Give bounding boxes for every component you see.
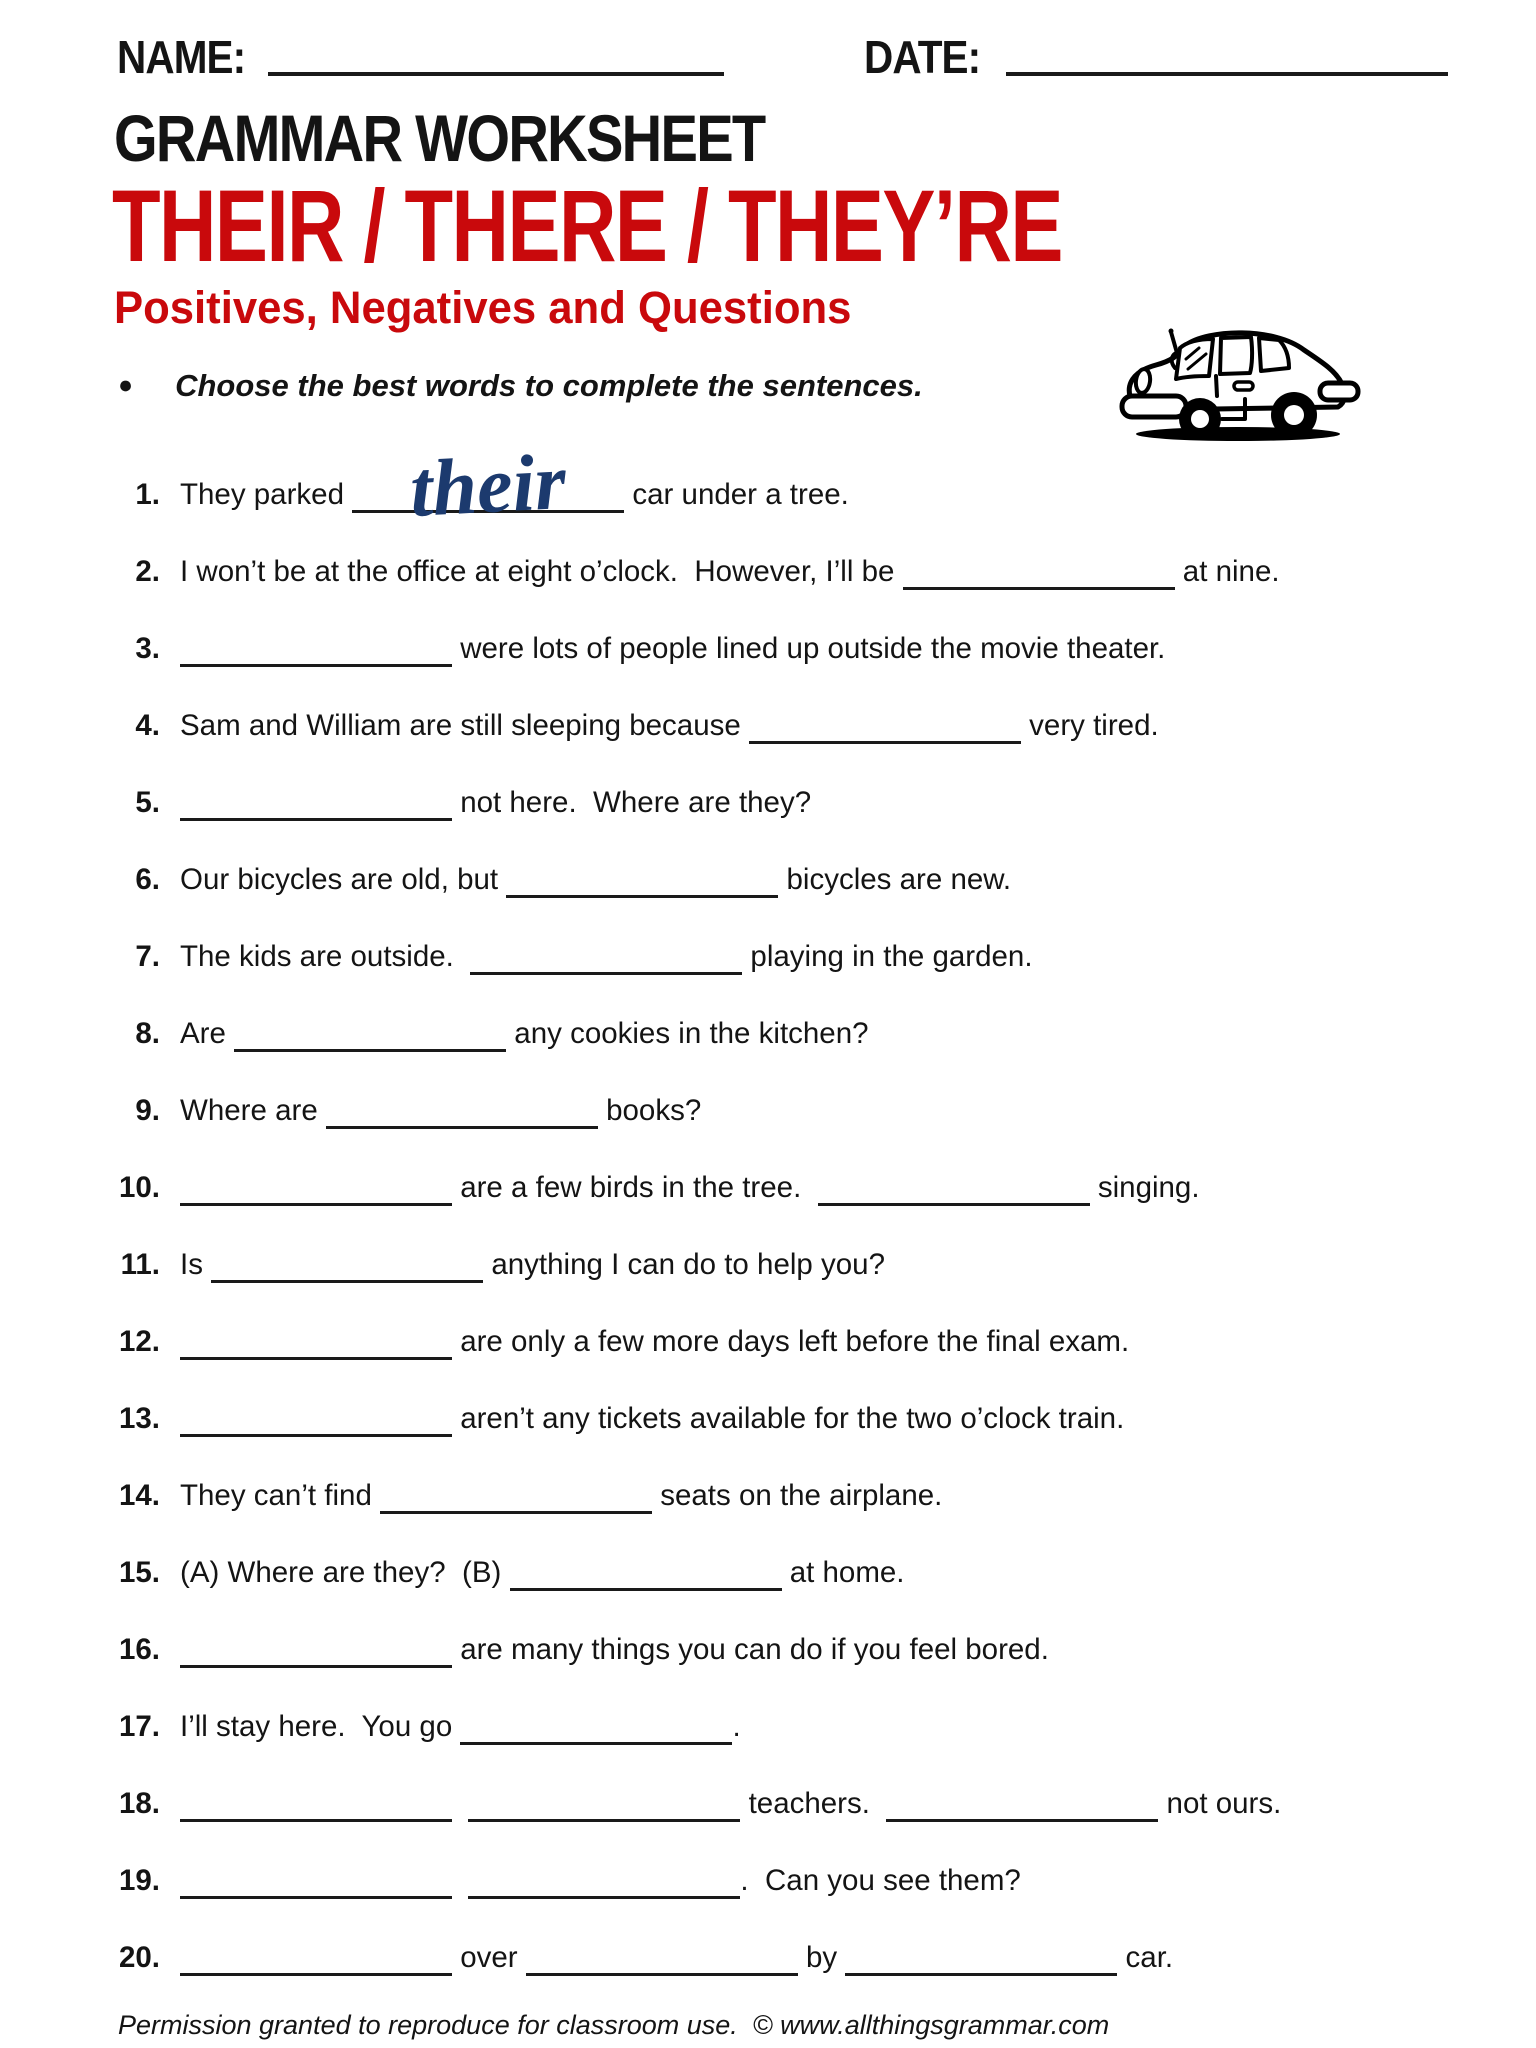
item-sentence — [180, 1786, 1536, 1822]
sentence-text: Where are — [180, 1094, 326, 1127]
item-number: 1. — [135, 478, 160, 511]
fill-in-blank[interactable] — [506, 865, 778, 898]
worksheet-item — [0, 1786, 1536, 1822]
sentence-text: at home. — [781, 1556, 905, 1589]
worksheet-item — [0, 1709, 1536, 1745]
date-label: DATE: — [864, 31, 981, 83]
sentence-text — [452, 1787, 468, 1820]
sentence-text: books? — [597, 1094, 702, 1127]
sentence-text: not ours. — [1158, 1787, 1282, 1820]
item-number: 12. — [118, 1325, 160, 1358]
fill-in-blank[interactable] — [180, 1789, 452, 1822]
date-fill-line[interactable] — [1006, 72, 1448, 76]
sentence-text: not here. Where are they? — [452, 786, 812, 819]
sentence-text: They can’t find — [180, 1479, 381, 1512]
fill-in-blank[interactable] — [211, 1250, 483, 1283]
fill-in-blank[interactable] — [180, 1327, 452, 1360]
item-number: 10. — [118, 1171, 160, 1204]
fill-in-blank[interactable] — [749, 711, 1021, 744]
sentence-text: car. — [1117, 1941, 1174, 1974]
item-number: 3. — [135, 632, 160, 665]
item-number: 16. — [118, 1633, 160, 1666]
item-sentence — [180, 939, 1536, 975]
sentence-text: Are — [180, 1017, 235, 1050]
sentence-text: by — [797, 1941, 846, 1974]
worksheet-item — [0, 1093, 1536, 1129]
item-number: 11. — [120, 1248, 160, 1281]
car-door-handle — [1234, 382, 1253, 390]
name-fill-line[interactable] — [268, 72, 724, 76]
sentence-text: I won’t be at the office at eight o’clock. However, I’ll be — [180, 555, 903, 588]
item-sentence — [180, 1247, 1536, 1283]
sentence-text: playing in the garden. — [742, 940, 1033, 973]
sentence-text: very tired. — [1020, 709, 1159, 742]
sentence-text: car under a tree. — [624, 478, 849, 511]
fill-in-blank[interactable] — [180, 1173, 452, 1206]
handwritten-answer: their — [408, 437, 569, 535]
item-number: 7. — [135, 940, 160, 973]
worksheet-item — [0, 862, 1536, 898]
sentence-text: any cookies in the kitchen? — [506, 1017, 869, 1050]
worksheet-subtitle: Positives, Negatives and Questions — [114, 282, 852, 333]
item-number: 13. — [118, 1402, 160, 1435]
fill-in-blank[interactable] — [526, 1943, 798, 1976]
sentence-text: seats on the airplane. — [652, 1479, 943, 1512]
fill-in-blank[interactable] — [326, 1096, 598, 1129]
sentence-text: Sam and William are still sleeping because — [180, 709, 749, 742]
fill-in-blank[interactable] — [886, 1789, 1158, 1822]
fill-in-blank[interactable] — [510, 1558, 782, 1591]
fill-in-blank[interactable] — [845, 1943, 1117, 1976]
sentence-text — [452, 1864, 468, 1897]
item-number: 4. — [135, 709, 160, 742]
item-sentence — [180, 785, 1536, 821]
item-sentence — [180, 437, 1536, 535]
worksheet-item — [0, 1247, 1536, 1283]
sentence-text: teachers. — [740, 1787, 887, 1820]
sentence-text: aren’t any tickets available for the two o’clock train. — [452, 1402, 1125, 1435]
item-sentence — [180, 1940, 1536, 1976]
sentence-text: anything I can do to help you? — [483, 1248, 885, 1281]
worksheet-type-heading: GRAMMAR WORKSHEET — [114, 101, 765, 175]
car-windshield — [1176, 339, 1213, 379]
worksheet-item — [0, 1016, 1536, 1052]
sentence-text: The kids are outside. — [180, 940, 471, 973]
item-sentence — [180, 1555, 1536, 1591]
sentence-text: bicycles are new. — [778, 863, 1012, 896]
worksheet-item — [0, 1478, 1536, 1514]
item-sentence — [180, 1863, 1536, 1899]
item-sentence — [180, 1709, 1536, 1745]
item-number: 9. — [135, 1094, 160, 1127]
item-sentence — [180, 1324, 1536, 1360]
item-number: 18. — [118, 1787, 160, 1820]
sentence-text: at nine. — [1174, 555, 1280, 588]
fill-in-blank[interactable] — [460, 1712, 732, 1745]
fill-in-blank[interactable] — [380, 1481, 652, 1514]
sentence-text: over — [452, 1941, 526, 1974]
worksheet-item — [0, 1324, 1536, 1360]
fill-in-blank[interactable] — [903, 557, 1175, 590]
sentence-text: I’ll stay here. You go — [180, 1710, 461, 1743]
sentence-text: Our bicycles are old, but — [180, 863, 507, 896]
item-number: 5. — [135, 786, 160, 819]
item-number: 17. — [118, 1710, 160, 1743]
fill-in-blank[interactable] — [468, 1866, 740, 1899]
sentence-text: They parked — [180, 478, 353, 511]
car-headlight — [1134, 368, 1151, 394]
item-sentence — [180, 1093, 1536, 1129]
fill-in-blank[interactable] — [180, 1866, 452, 1899]
item-number: 14. — [118, 1479, 160, 1512]
fill-in-blank[interactable] — [352, 437, 624, 535]
item-sentence — [180, 631, 1536, 667]
fill-in-blank[interactable] — [468, 1789, 740, 1822]
worksheet-title: THEIR / THERE / THEY’RE — [112, 169, 1062, 283]
car-front-bumper — [1122, 396, 1186, 417]
car-window-1 — [1220, 337, 1252, 374]
worksheet-item — [0, 1940, 1536, 1976]
item-number: 8. — [135, 1017, 160, 1050]
fill-in-blank[interactable] — [180, 1404, 452, 1437]
item-sentence — [180, 862, 1536, 898]
worksheet-item — [0, 1863, 1536, 1899]
worksheet-item — [0, 939, 1536, 975]
worksheet-item — [0, 1632, 1536, 1668]
item-sentence — [180, 708, 1536, 744]
car-clipart — [1116, 326, 1364, 448]
name-label: NAME: — [117, 31, 246, 83]
item-number: 2. — [135, 555, 160, 588]
worksheet-item — [0, 437, 1536, 535]
bullet-icon: ● — [118, 371, 134, 399]
item-number: 19. — [118, 1864, 160, 1897]
fill-in-blank[interactable] — [470, 942, 742, 975]
worksheet-item — [0, 631, 1536, 667]
sentence-text: are a few birds in the tree. — [452, 1171, 818, 1204]
car-rear-bumper — [1320, 383, 1358, 400]
worksheet-item — [0, 554, 1536, 590]
sentence-text: singing. — [1089, 1171, 1200, 1204]
fill-in-blank[interactable] — [818, 1173, 1090, 1206]
instruction-row — [118, 368, 923, 404]
fill-in-blank[interactable] — [180, 1943, 452, 1976]
sentence-text: (A) Where are they? (B) — [180, 1556, 510, 1589]
item-number: 20. — [118, 1941, 160, 1974]
fill-in-blank[interactable] — [180, 788, 452, 821]
worksheet-item — [0, 1170, 1536, 1206]
fill-in-blank[interactable] — [180, 634, 452, 667]
footer-note: Permission granted to reproduce for classroom use. © www.allthingsgrammar.com — [118, 2010, 1110, 2040]
sentence-text: . — [732, 1710, 741, 1743]
instruction-text: Choose the best words to complete the sentences. — [175, 368, 923, 403]
item-sentence — [180, 554, 1536, 590]
item-sentence — [180, 1170, 1536, 1206]
item-sentence — [180, 1016, 1536, 1052]
item-sentence — [180, 1478, 1536, 1514]
worksheet-item — [0, 1555, 1536, 1591]
sentence-text: were lots of people lined up outside the movie theater. — [452, 632, 1166, 665]
worksheet-item — [0, 785, 1536, 821]
sentence-text: are many things you can do if you feel bored. — [452, 1633, 1049, 1666]
sentence-text: are only a few more days left before the final exam. — [452, 1325, 1130, 1358]
fill-in-blank[interactable] — [180, 1635, 452, 1668]
item-number: 6. — [135, 863, 160, 896]
worksheet-item — [0, 1401, 1536, 1437]
worksheet-item — [0, 708, 1536, 744]
item-sentence — [180, 1401, 1536, 1437]
item-number: 15. — [118, 1556, 160, 1589]
item-sentence — [180, 1632, 1536, 1668]
sentence-text: Is — [180, 1248, 212, 1281]
fill-in-blank[interactable] — [234, 1019, 506, 1052]
sentence-text: . Can you see them? — [740, 1864, 1021, 1897]
